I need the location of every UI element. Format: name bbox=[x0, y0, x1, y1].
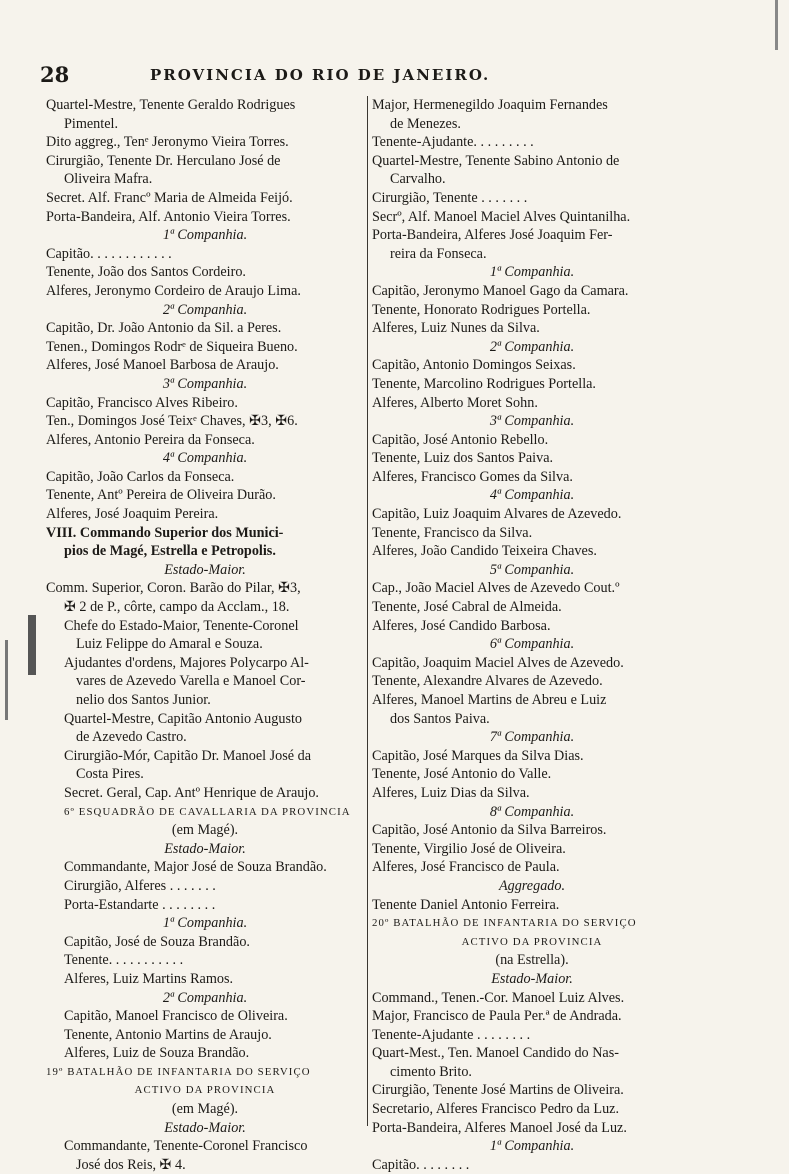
column-divider bbox=[367, 96, 368, 1126]
left-column-line: Capitão, Dr. João Antonio da Sil. a Peres. bbox=[46, 320, 282, 337]
left-column-line: Dito aggreg., Tenᵉ Jeronymo Vieira Torres. bbox=[46, 134, 289, 151]
left-column-line: Quartel-Mestre, Capitão Antonio Augusto bbox=[64, 710, 302, 727]
left-column-line: Alferes, Jeronymo Cordeiro de Araujo Lima. bbox=[46, 282, 301, 299]
right-column-line: ACTIVO DA PROVINCIA bbox=[461, 935, 603, 948]
left-column-line: Capitão, José de Souza Brandão. bbox=[64, 933, 250, 950]
left-column-line: Porta-Estandarte . . . . . . . . bbox=[64, 896, 216, 913]
left-column-line: Alferes, Luiz Martins Ramos. bbox=[64, 970, 234, 987]
right-column-line: Alferes, João Candido Teixeira Chaves. bbox=[372, 543, 597, 560]
right-column-line: Alferes, Alberto Moret Sohn. bbox=[372, 394, 538, 411]
running-title: PROVINCIA DO RIO DE JANEIRO. bbox=[150, 66, 491, 84]
right-column-line: Major, Francisco de Paula Per.ª de Andrada. bbox=[372, 1008, 622, 1025]
right-column-line: 8ª Companhia. bbox=[489, 803, 575, 820]
left-column-line: José dos Reis, ✠ 4. bbox=[76, 1156, 186, 1173]
right-column-line: Alferes, Manoel Martins de Abreu e Luiz bbox=[372, 692, 607, 708]
left-column-line: 1ª Companhia. bbox=[162, 227, 248, 244]
right-column-line: Cap., João Maciel Alves de Azevedo Cout.º bbox=[372, 580, 620, 597]
left-column-line: pios de Magé, Estrella e Petropolis. bbox=[64, 543, 276, 560]
right-column-line: Quartel-Mestre, Tenente Sabino Antonio de bbox=[372, 152, 620, 169]
right-column-line: 3ª Companhia. bbox=[489, 413, 575, 430]
right-column-line: Tenente, Francisco da Silva. bbox=[372, 524, 533, 541]
left-column-line: Tenente, Antonio Martins de Araujo. bbox=[64, 1026, 272, 1043]
right-column-line: Tenente, José Cabral de Almeida. bbox=[372, 599, 562, 616]
left-column-line: Capitão. . . . . . . . . . . . bbox=[46, 245, 172, 262]
left-column-line: Alferes, José Joaquim Pereira. bbox=[46, 506, 219, 523]
right-column-line: Capitão, Joaquim Maciel Alves de Azevedo. bbox=[372, 654, 624, 671]
left-column-line: Alferes, Luiz de Souza Brandão. bbox=[64, 1045, 250, 1062]
right-column-line: Tenente-Ajudante. . . . . . . . . bbox=[372, 134, 534, 151]
right-column-line: Alferes, Luiz Dias da Silva. bbox=[372, 784, 530, 801]
right-column-line: Cirurgião, Tenente José Martins de Oliveira. bbox=[372, 1082, 624, 1099]
right-column-line: 6ª Companhia. bbox=[489, 636, 575, 653]
left-column-line: Estado-Maior. bbox=[164, 1119, 246, 1136]
right-column-line: Tenente-Ajudante . . . . . . . . bbox=[372, 1026, 531, 1043]
right-column-line: reira da Fonseca. bbox=[390, 245, 487, 262]
left-column-line: (em Magé). bbox=[171, 1101, 239, 1118]
left-column-line: Capitão, Manoel Francisco de Oliveira. bbox=[64, 1008, 288, 1025]
right-column-line: Capitão, Luiz Joaquim Alvares de Azevedo. bbox=[372, 506, 622, 523]
left-column-line: 2ª Companhia. bbox=[162, 301, 248, 318]
right-column-line: Alferes, José Candido Barbosa. bbox=[372, 617, 551, 634]
left-column-line: Cirurgião, Tenente Dr. Herculano José de bbox=[46, 152, 281, 169]
left-column-line: Luiz Felippe do Amaral e Souza. bbox=[76, 636, 263, 653]
right-column-line: Tenente, Luiz dos Santos Paiva. bbox=[372, 450, 554, 467]
left-column-line: Quartel-Mestre, Tenente Geraldo Rodrigues bbox=[46, 97, 296, 113]
left-column-line: 19º BATALHÃO DE INFANTARIA DO SERVIÇO bbox=[46, 1065, 311, 1078]
right-column-line: Secretario, Alferes Francisco Pedro da Luz. bbox=[372, 1101, 620, 1118]
right-column-line: Secrº, Alf. Manoel Maciel Alves Quintanilha. bbox=[372, 208, 631, 225]
left-column-line: Capitão, Francisco Alves Ribeiro. bbox=[46, 394, 238, 411]
right-column-line: Tenente, Marcolino Rodrigues Portella. bbox=[372, 375, 596, 392]
right-column-line: (na Estrella). bbox=[495, 952, 569, 969]
right-column-line: Capitão, José Marques da Silva Dias. bbox=[372, 747, 584, 764]
right-column-line: Capitão. . . . . . . . bbox=[372, 1156, 470, 1173]
left-column-line: vares de Azevedo Varella e Manoel Cor- bbox=[76, 673, 306, 690]
left-column-line: VIII. Commando Superior dos Munici- bbox=[46, 524, 284, 541]
left-column-line: Estado-Maior. bbox=[164, 840, 246, 857]
left-column-line: Tenente, Antº Pereira de Oliveira Durão. bbox=[46, 487, 276, 504]
right-column-line: 20º BATALHÃO DE INFANTARIA DO SERVIÇO bbox=[372, 917, 637, 930]
right-column-line: Cirurgião, Tenente . . . . . . . bbox=[372, 189, 528, 206]
right-column-line: Major, Hermenegildo Joaquim Fernandes bbox=[372, 97, 608, 113]
right-column-line: Capitão, Antonio Domingos Seixas. bbox=[372, 357, 576, 374]
page-number: 28 bbox=[40, 62, 70, 87]
left-column-line: Tenente, João dos Santos Cordeiro. bbox=[46, 264, 246, 281]
right-column-line: dos Santos Paiva. bbox=[390, 710, 490, 727]
right-column-line: Porta-Bandeira, Alferes Manoel José da Luz. bbox=[372, 1119, 627, 1136]
left-column-line: Capitão, João Carlos da Fonseca. bbox=[46, 468, 235, 485]
left-column-line: Ajudantes d'ordens, Majores Polycarpo Al- bbox=[64, 654, 309, 671]
right-column-line: Tenente, Virgilio José de Oliveira. bbox=[372, 840, 566, 857]
left-column bbox=[46, 96, 364, 1174]
right-column-line: Tenente, Honorato Rodrigues Portella. bbox=[372, 301, 591, 318]
left-column-line: 2ª Companhia. bbox=[162, 989, 248, 1006]
left-column-line: Secret. Geral, Cap. Antº Henrique de Araujo. bbox=[64, 784, 319, 801]
right-column-line: Quart-Mest., Ten. Manoel Candido do Nas- bbox=[372, 1045, 619, 1062]
left-column-line: Commandante, Major José de Souza Brandão. bbox=[64, 859, 327, 876]
right-column-line: 1ª Companhia. bbox=[489, 264, 575, 281]
left-column-line: (em Magé). bbox=[171, 822, 239, 839]
left-column-line: ✠ 2 de P., côrte, campo da Acclam., 18. bbox=[64, 599, 290, 616]
right-column-line: Aggregado. bbox=[498, 877, 566, 894]
right-column-line: Tenente, Alexandre Alvares de Azevedo. bbox=[372, 673, 603, 690]
right-column-line: Alferes, Francisco Gomes da Silva. bbox=[372, 468, 573, 485]
left-column-line: 3ª Companhia. bbox=[162, 375, 248, 392]
right-column-line: Alferes, José Francisco de Paula. bbox=[372, 859, 560, 876]
left-column-line: Chefe do Estado-Maior, Tenente-Coronel bbox=[64, 617, 299, 634]
binding-mark bbox=[28, 615, 36, 675]
left-column-line: Alferes, Antonio Pereira da Fonseca. bbox=[46, 431, 255, 448]
left-column-line: Estado-Maior. bbox=[164, 561, 246, 578]
left-column-line: Tenen., Domingos Rodrᵉ de Siqueira Bueno. bbox=[46, 338, 298, 355]
left-column-line: de Azevedo Castro. bbox=[76, 729, 187, 746]
left-column-line: Pimentel. bbox=[64, 115, 118, 132]
right-column-line: Capitão, Jeronymo Manoel Gago da Camara. bbox=[372, 282, 629, 299]
right-column-line: Porta-Bandeira, Alferes José Joaquim Fer- bbox=[372, 227, 613, 244]
right-column-line: Alferes, Luiz Nunes da Silva. bbox=[372, 320, 540, 337]
right-column-line: Tenente Daniel Antonio Ferreira. bbox=[372, 896, 560, 913]
right-column-line: 4ª Companhia. bbox=[489, 487, 575, 504]
right-column-line: Tenente, José Antonio do Valle. bbox=[372, 766, 552, 783]
left-column-line: Tenente. . . . . . . . . . . bbox=[64, 952, 184, 969]
right-column-line: Capitão, José Antonio da Silva Barreiros. bbox=[372, 822, 607, 839]
left-column-line: Secret. Alf. Francº Maria de Almeida Feijó. bbox=[46, 189, 293, 206]
right-column-line: Estado-Maior. bbox=[491, 970, 573, 987]
right-column-line: cimento Brito. bbox=[390, 1063, 472, 1080]
left-column-line: 4ª Companhia. bbox=[162, 450, 248, 467]
left-column-line: Oliveira Mafra. bbox=[64, 171, 153, 188]
binding-mark bbox=[5, 640, 8, 720]
right-column-line: 1ª Companhia. bbox=[489, 1138, 575, 1155]
right-column-line: Capitão, José Antonio Rebello. bbox=[372, 431, 549, 448]
right-column-line: de Menezes. bbox=[390, 115, 461, 132]
left-column-line: ACTIVO DA PROVINCIA bbox=[134, 1084, 276, 1097]
right-column-line: 5ª Companhia. bbox=[489, 561, 575, 578]
right-column-line: Command., Tenen.-Cor. Manoel Luiz Alves. bbox=[372, 989, 625, 1006]
left-column-line: 6º ESQUADRÃO DE CAVALLARIA DA PROVINCIA bbox=[64, 805, 351, 818]
left-column-line: 1ª Companhia. bbox=[162, 915, 248, 932]
left-column-line: Comm. Superior, Coron. Barão do Pilar, ✠3, bbox=[46, 580, 301, 597]
binding-mark bbox=[775, 0, 778, 50]
left-column-line: Costa Pires. bbox=[76, 766, 144, 783]
left-column-line: Commandante, Tenente-Coronel Francisco bbox=[64, 1138, 308, 1155]
left-column-line: Ten., Domingos José Teixᵉ Chaves, ✠3, ✠6. bbox=[46, 413, 298, 430]
left-column-line: Cirurgião-Mór, Capitão Dr. Manoel José da bbox=[64, 747, 312, 764]
right-column-line: Carvalho. bbox=[390, 171, 446, 188]
right-column bbox=[372, 96, 692, 1174]
left-column-line: Cirurgião, Alferes . . . . . . . bbox=[64, 877, 216, 894]
left-column-line: Porta-Bandeira, Alf. Antonio Vieira Torres. bbox=[46, 208, 291, 225]
left-column-line: nelio dos Santos Junior. bbox=[76, 692, 211, 708]
left-column-line: Alferes, José Manoel Barbosa de Araujo. bbox=[46, 357, 279, 374]
right-column-line: 7ª Companhia. bbox=[489, 729, 575, 746]
right-column-line: 2ª Companhia. bbox=[489, 338, 575, 355]
